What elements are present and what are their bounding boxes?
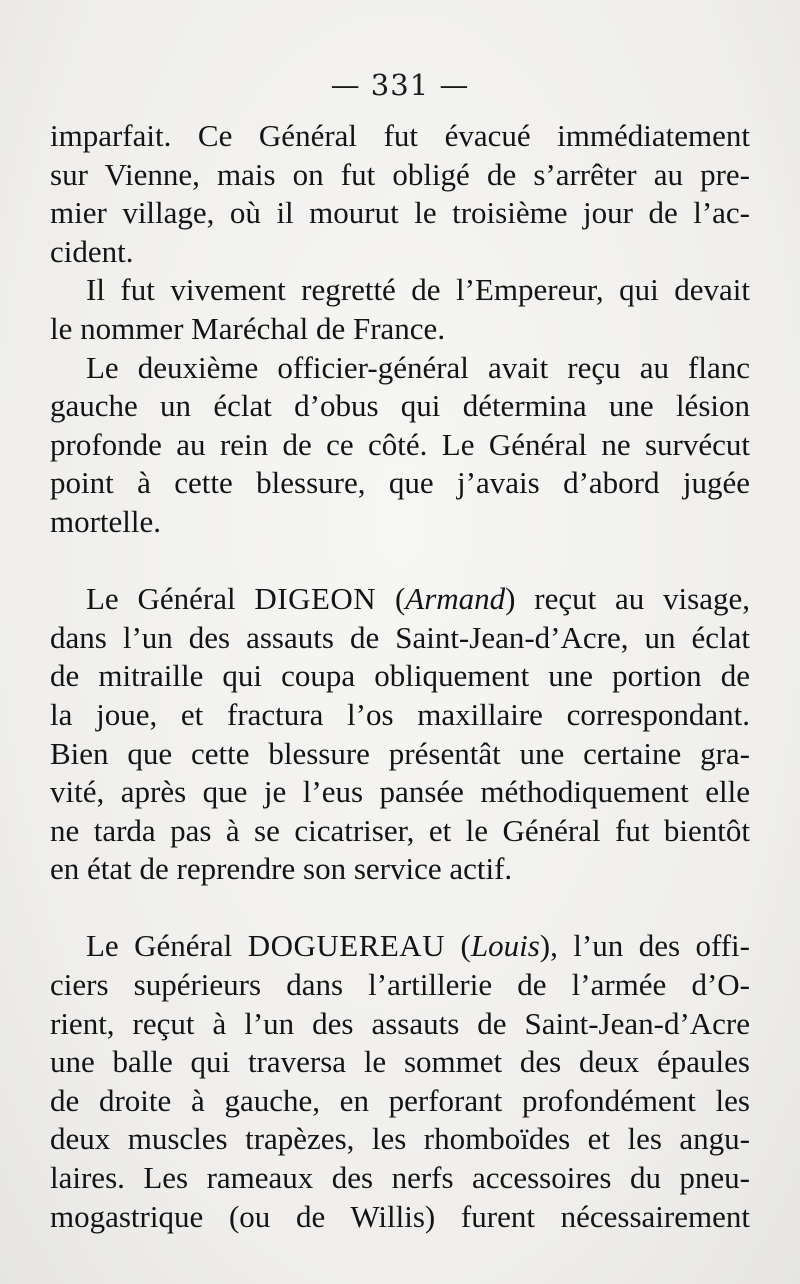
- text-line: point à cette blessure, que j’avais d’abord jugée: [50, 465, 750, 501]
- text-line: cident.: [50, 233, 134, 269]
- person-surname: DOGUEREAU: [247, 928, 446, 964]
- text-line: [50, 927, 750, 966]
- text-line: le nommer Maréchal de France.: [50, 310, 446, 346]
- paragraph-gap: [50, 889, 750, 928]
- text-line: mier village, où il mourut le troisième jour de l’ac-: [50, 195, 750, 231]
- person-firstname: Louis: [470, 928, 540, 964]
- body-text: [50, 117, 750, 1236]
- text-line: en état de reprendre son service actif.: [50, 851, 513, 887]
- text-line: rient, reçut à l’un des assauts de Saint-Jean-d’Acre: [50, 1005, 750, 1041]
- person-firstname: Armand: [405, 581, 506, 617]
- text-line: sur Vienne, mais on fut obligé de s’arrêter au pre-: [50, 156, 750, 192]
- text-line: laires. Les rameaux des nerfs accessoires du pneu-: [50, 1160, 750, 1196]
- text-line: Bien que cette blessure présentât une certaine gra-: [50, 735, 750, 771]
- text-fragment: ) reçut au visage,: [505, 581, 750, 617]
- text-fragment: ), l’un des offi-: [539, 928, 750, 964]
- text-fragment: (: [445, 928, 471, 964]
- text-line: de droite à gauche, en perforant profondément les: [50, 1082, 750, 1118]
- text-line: vité, après que je l’eus pansée méthodiquement elle: [50, 774, 750, 810]
- text-line: dans l’un des assauts de Saint-Jean-d’Acre, un éclat: [50, 619, 750, 655]
- text-fragment: (: [376, 581, 406, 617]
- text-line: mogastrique (ou de Willis) furent nécessairement: [50, 1198, 750, 1234]
- page-number: — 331 —: [330, 68, 470, 102]
- text-line: [50, 580, 750, 619]
- text-line: ne tarda pas à se cicatriser, et le Général fut bientôt: [50, 812, 750, 848]
- person-surname: DIGEON: [254, 581, 377, 617]
- text-line: profonde au rein de ce côté. Le Général ne survécut: [50, 426, 750, 462]
- text-fragment: Le Général: [86, 928, 248, 964]
- text-line: de mitraille qui coupa obliquement une portion de: [50, 658, 750, 694]
- text-line: la joue, et fractura l’os maxillaire correspondant.: [50, 696, 750, 732]
- text-line: deux muscles trapèzes, les rhomboïdes et les angu-: [50, 1121, 750, 1157]
- text-line: Le deuxième officier-général avait reçu au flanc: [86, 349, 750, 385]
- paragraph-gap: [50, 542, 750, 581]
- text-fragment: Le Général: [86, 581, 255, 617]
- text-line: ciers supérieurs dans l’artillerie de l’armée d’O-: [50, 967, 750, 1003]
- text-line: une balle qui traversa le sommet des deux épaules: [50, 1044, 750, 1080]
- text-line: gauche un éclat d’obus qui détermina une lésion: [50, 388, 750, 424]
- text-line: Il fut vivement regretté de l’Empereur, qui devait: [86, 272, 750, 308]
- text-line: imparfait. Ce Général fut évacué immédiatement: [50, 118, 750, 153]
- text-line: mortelle.: [50, 503, 162, 539]
